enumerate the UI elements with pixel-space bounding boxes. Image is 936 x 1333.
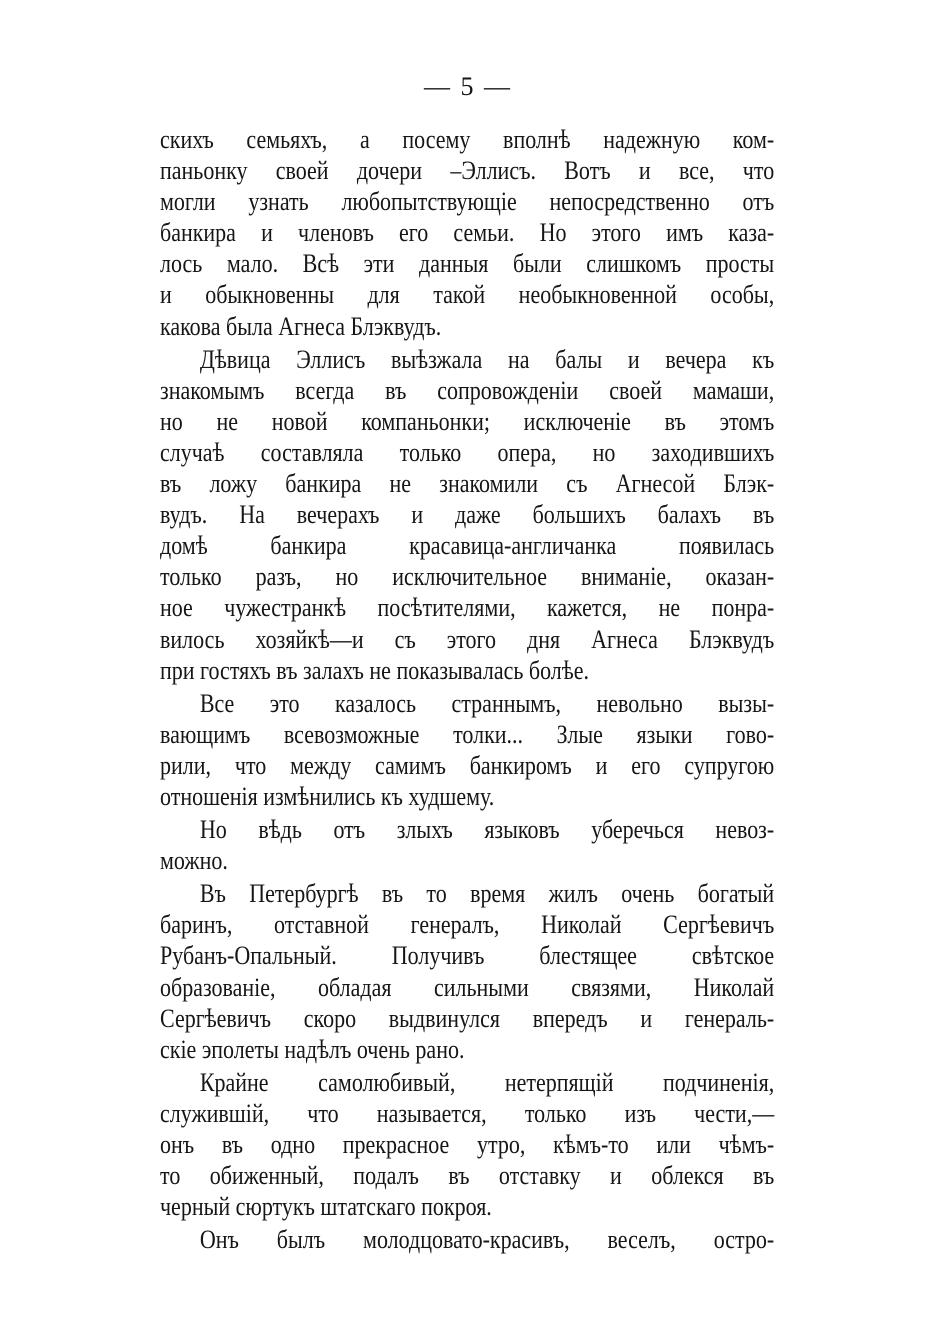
text-line: въ ложу банкира не знакомили съ Агнесой Блэк- bbox=[160, 468, 775, 499]
text-line: скихъ семьяхъ, а посему вполнѣ надежную ком- bbox=[160, 124, 775, 154]
text-line: скіе эполеты надѣлъ очень рано. bbox=[160, 1033, 465, 1064]
text-line: вилось хозяйкѣ—и съ этого дня Агнеса Блэквудъ bbox=[160, 623, 775, 654]
text-line: и обыкновенны для такой необыкновенной особы, bbox=[160, 279, 775, 310]
text-line: отношенія измѣнились къ худшему. bbox=[160, 780, 495, 811]
text-line: только разъ, но исключительное вниманіе, оказан- bbox=[160, 561, 775, 592]
text-line: рили, что между самимъ банкиромъ и его супругою bbox=[160, 749, 775, 780]
text-line: ное чужестранкѣ посѣтителями, кажется, не понра- bbox=[160, 592, 775, 623]
text-line: Рубанъ-Опальный. Получивъ блестящее свѣтское bbox=[160, 940, 775, 971]
text-line: Крайне самолюбивый, нетерпящій подчиненія, bbox=[199, 1066, 775, 1097]
paragraph bbox=[160, 344, 774, 686]
text-line: Сергѣевичъ скоро выдвинулся впередъ и генераль- bbox=[160, 1002, 775, 1033]
text-line: то обиженный, подалъ въ отставку и облекся въ bbox=[160, 1160, 775, 1191]
text-line: вающимъ всевозможные толки... Злые языки гово- bbox=[160, 718, 775, 749]
text-line: знакомымъ всегда въ сопровожденіи своей мамаши, bbox=[160, 374, 775, 405]
text-line: вудъ. На вечерахъ и даже большихъ балахъ въ bbox=[160, 499, 775, 530]
text-line: образованіе, обладая сильными связями, Николай bbox=[160, 971, 775, 1002]
text-line: какова была Агнеса Блэквудъ. bbox=[160, 310, 442, 341]
text-line: домѣ банкира красавица-англичанка появилась bbox=[160, 530, 775, 561]
paragraph bbox=[160, 124, 774, 342]
paragraph bbox=[160, 688, 774, 812]
text-line: паньонку своей дочери –Эллисъ. Вотъ и все, что bbox=[160, 155, 775, 186]
paragraph bbox=[160, 814, 774, 876]
text-line: Все это казалось страннымъ, невольно вызы- bbox=[199, 687, 775, 718]
text-line: банкира и членовъ его семьи. Но этого имъ каза- bbox=[160, 217, 775, 248]
text-line: можно. bbox=[160, 845, 228, 876]
text-line: Но вѣдь отъ злыхъ языковъ уберечься невоз- bbox=[199, 814, 775, 845]
text-line: Въ Петербургѣ въ то время жилъ очень богатый bbox=[199, 878, 775, 909]
text-line: черный сюртукъ штатскаго покроя. bbox=[160, 1191, 492, 1222]
paragraph bbox=[160, 1224, 774, 1255]
text-line: онъ въ одно прекрасное утро, кѣмъ-то или чѣмъ- bbox=[160, 1129, 775, 1159]
text-line: служившій, что называется, только изъ чести,— bbox=[160, 1097, 775, 1128]
text-line: Онъ былъ молодцовато-красивъ, веселъ, остро- bbox=[199, 1224, 775, 1255]
text-line: Дѣвица Эллисъ выѣзжала на балы и вечера къ bbox=[199, 343, 775, 374]
text-line: могли узнать любопытствующіе непосредственно отъ bbox=[160, 186, 775, 217]
text-line: баринъ, отставной генералъ, Николай Сергѣевичъ bbox=[160, 909, 775, 940]
text-line: но не новой компаньонки; исключеніе въ этомъ bbox=[160, 405, 775, 436]
page-number: — 5 — bbox=[424, 72, 512, 101]
paragraph bbox=[160, 1067, 774, 1222]
text-line: при гостяхъ въ залахъ не показывалась болѣе. bbox=[160, 654, 589, 685]
text-line: случаѣ составляла только опера, но заходившихъ bbox=[160, 436, 775, 467]
paragraph bbox=[160, 878, 774, 1065]
text-line: лось мало. Всѣ эти данныя были слишкомъ просты bbox=[160, 248, 775, 279]
page-text bbox=[160, 124, 774, 1255]
